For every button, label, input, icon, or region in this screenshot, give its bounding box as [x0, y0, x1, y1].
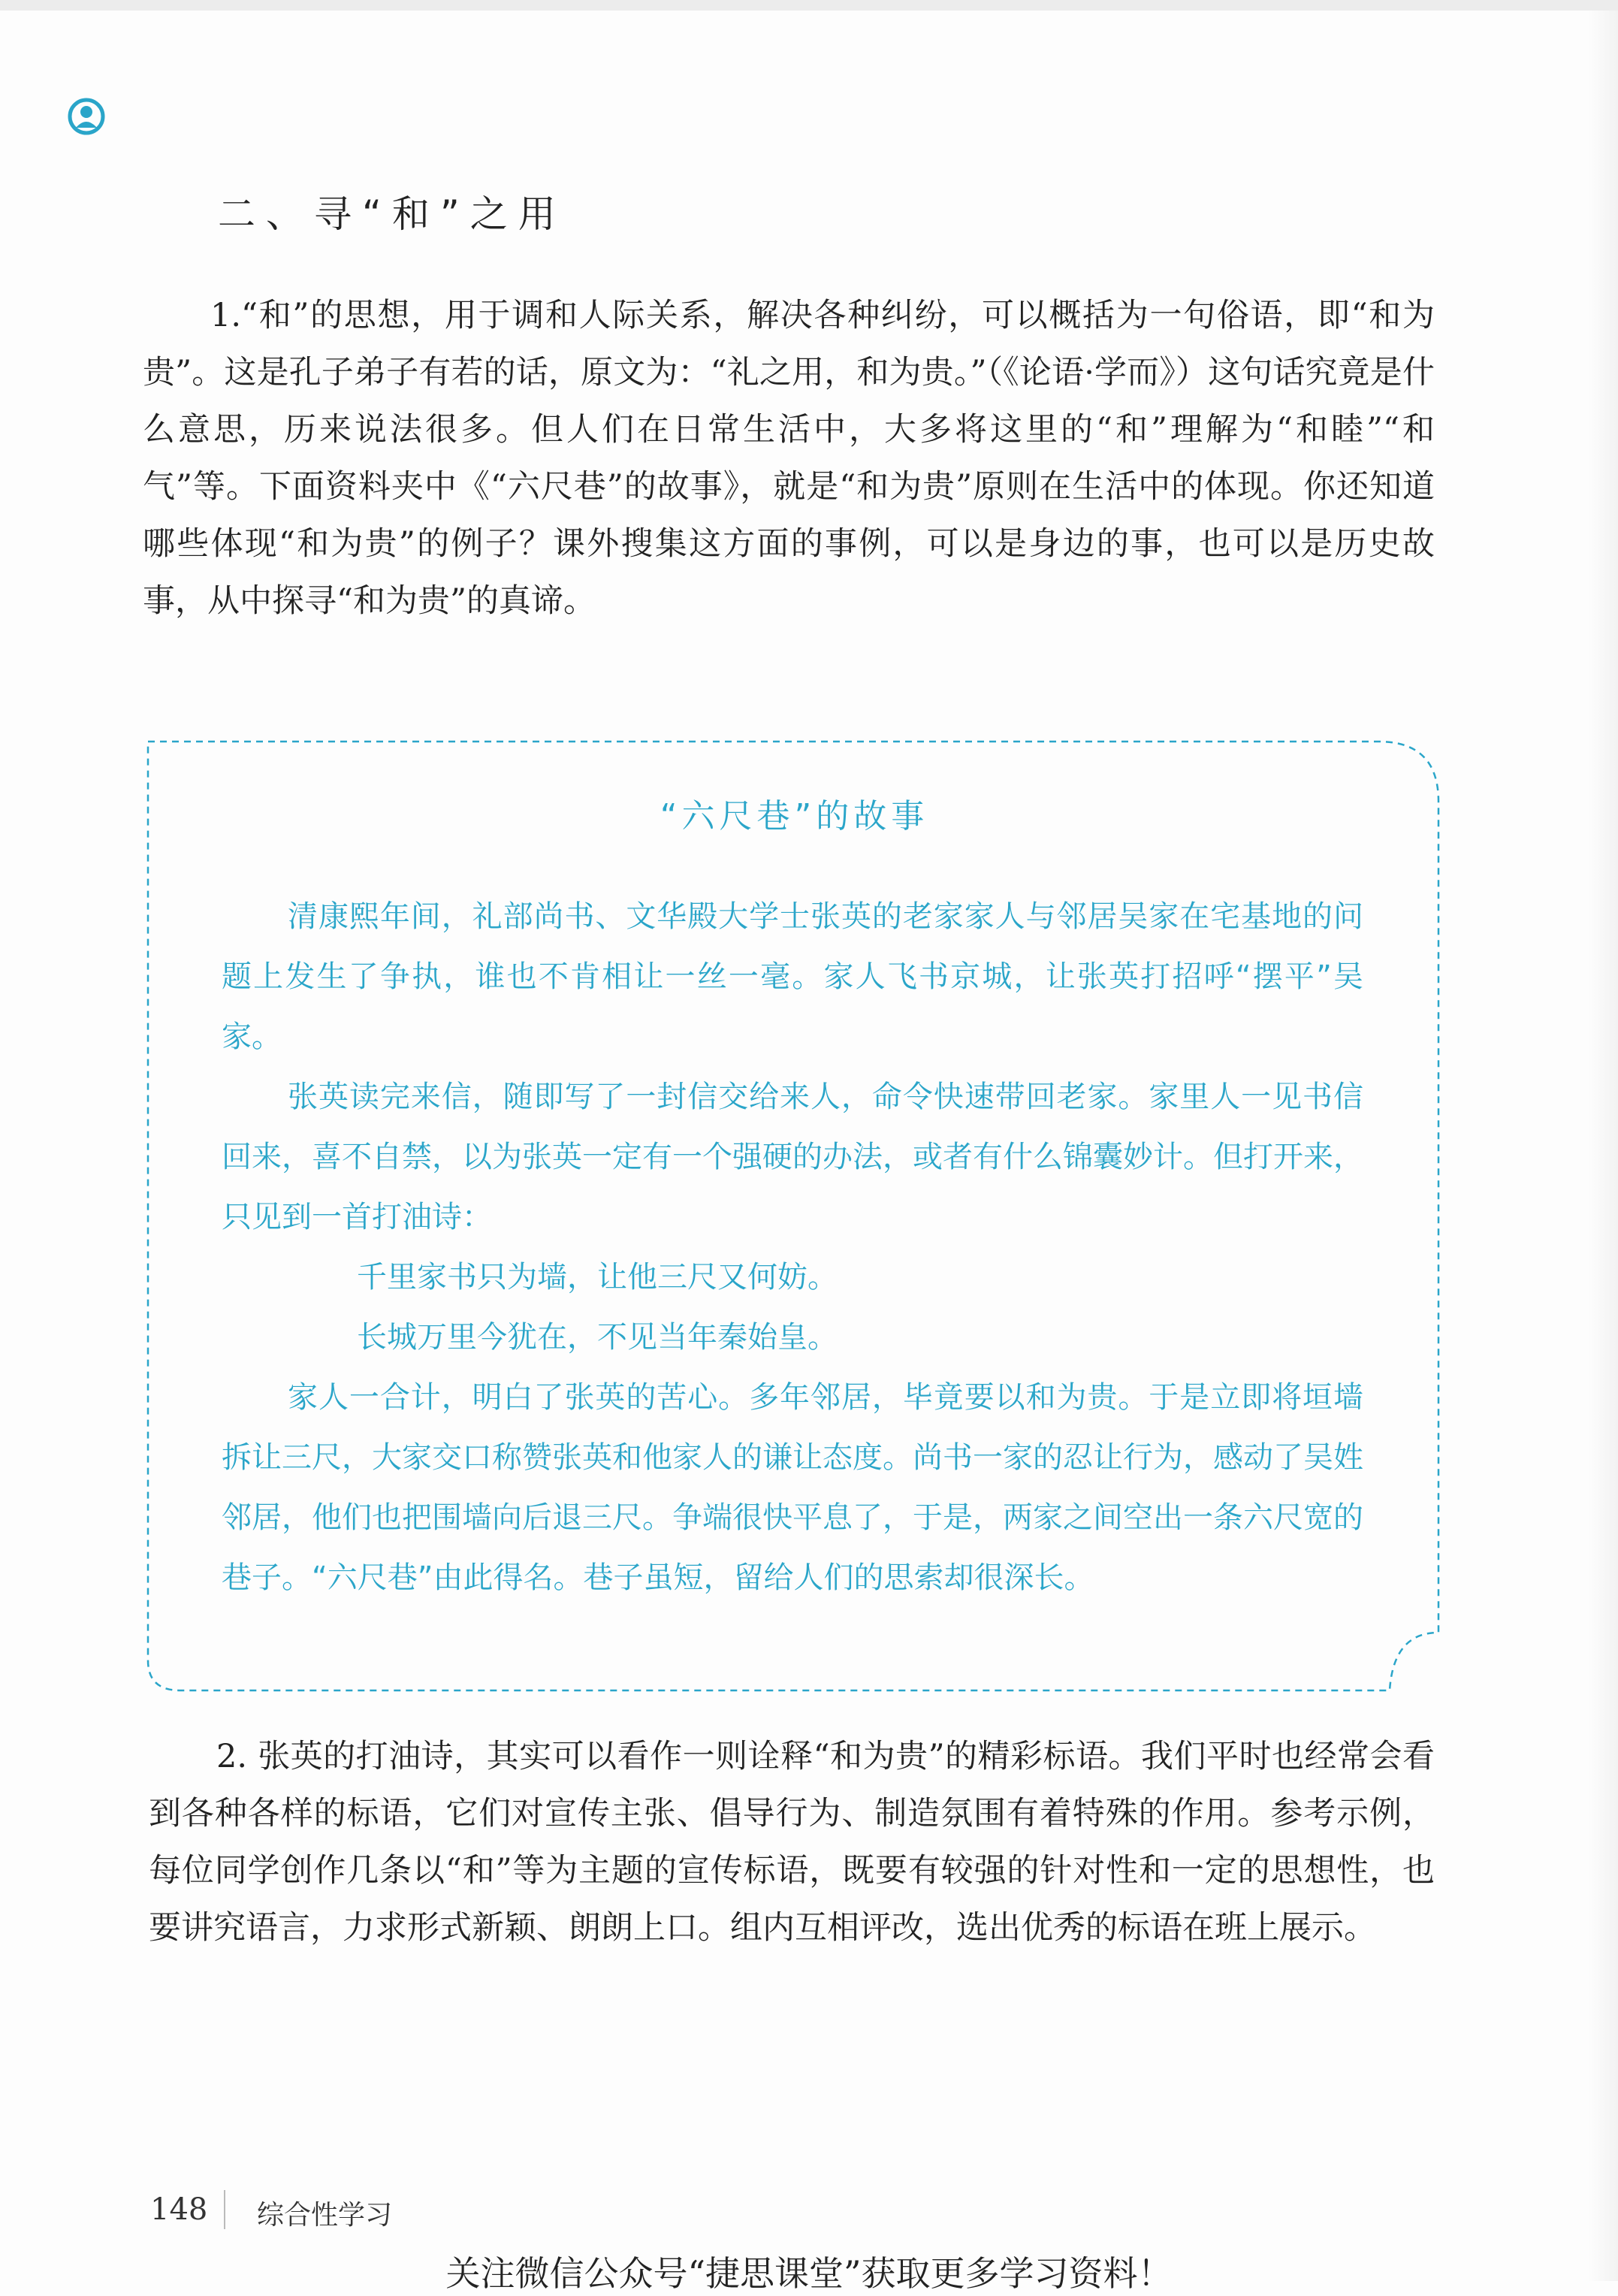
story-paragraph-3: 家人一合计，明白了张英的苦心。多年邻居，毕竟要以和为贵。于是立即将垣墙拆让三尺，大家交口称赞张英和他家人的谦让态度。尚书一家的忍让行为，感动了吴姓邻居，他们也把围墙向后退三尺。争端很快平息了，于是，两家之间空出一条六尺宽的巷子。“六尺巷”由此得名。巷子虽短，留给人们的思索却很深长。: [222, 1380, 1363, 1595]
story-box: [146, 740, 1442, 1694]
section-title: 二、寻“和”之用: [218, 192, 566, 236]
watermark-text: 关注微信公众号“捷思课堂”获取更多学习资料！: [445, 2253, 1173, 2294]
poem-line-2: 长城万里今犹在，不见当年秦始皇。: [357, 1320, 838, 1355]
story-title: “六尺巷”的故事: [660, 797, 929, 835]
story-paragraph-1: 清康熙年间，礼部尚书、文华殿大学士张英的老家家人与邻居吴家在宅基地的问题上发生了争执，谁也不肯相让一丝一毫。家人飞书京城，让张英打招呼“摆平”吴家。: [222, 899, 1363, 1054]
page-right-edge: [1588, 11, 1618, 2281]
poem-line-1: 千里家书只为墙，让他三尺又何妨。: [357, 1260, 838, 1295]
avatar-icon: [68, 98, 105, 135]
story-body: [222, 887, 1363, 1608]
paragraph-1: 1.“和”的思想，用于调和人际关系，解决各种纠纷，可以概括为一句俗语，即“和为贵”。这是孔子弟子有若的话，原文为：“礼之用，和为贵。”（《论语·学而》）这句话究竟是什么意思，历来说法很多。但人们在日常生活中，大多将这里的“和”理解为“和睦”“和气”等。下面资料夹中《“六尺巷”的故事》，就是“和为贵”原则在生活中的体现。你还知道哪些体现“和为贵”的例子？课外搜集这方面的事例，可以是身边的事，也可以是历史故事，从中探寻“和为贵”的真谛。: [143, 297, 1435, 620]
paragraph-2: 2. 张英的打油诗，其实可以看作一则诠释“和为贵”的精彩标语。我们平时也经常会看到各种各样的标语，它们对宣传主张、倡导行为、制造氛围有着特殊的作用。参考示例，每位同学创作几条以“和”等为主题的宣传标语，既要有较强的针对性和一定的思想性，也要讲究语言，力求形式新颖、朗朗上口。组内互相评改，选出优秀的标语在班上展示。: [149, 1738, 1435, 1947]
footer-divider: [224, 2190, 225, 2229]
story-paragraph-2: 张英读完来信，随即写了一封信交给来人，命令快速带回老家。家里人一见书信回来，喜不自禁，以为张英一定有一个强硬的办法，或者有什么锦囊妙计。但打开来，只见到一首打油诗：: [222, 1080, 1363, 1234]
page-number: 148: [150, 2192, 208, 2227]
footer-section-label: 综合性学习: [257, 2200, 393, 2231]
page-top-edge: [0, 0, 1618, 11]
